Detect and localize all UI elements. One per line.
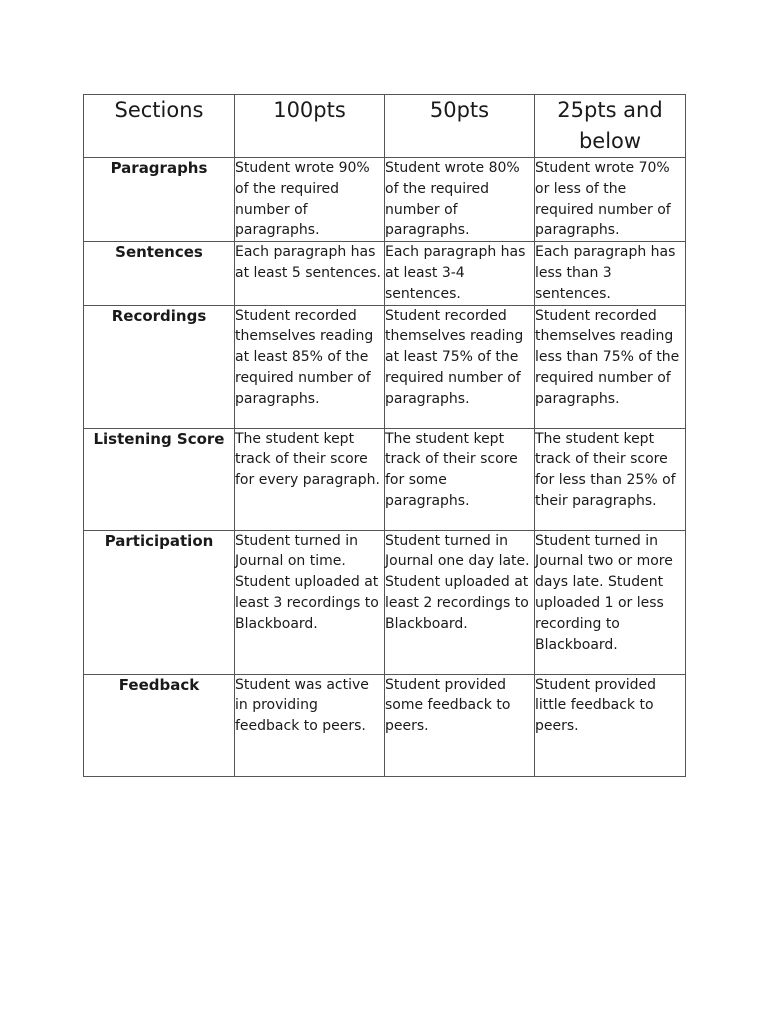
header-50pts: 50pts <box>385 95 535 158</box>
header-100pts: 100pts <box>235 95 385 158</box>
header-sections: Sections <box>84 95 235 158</box>
header-row <box>84 95 686 158</box>
cell-participation-100pts: Student turned in Journal on time. Student uploaded at least 3 recordings to Blackboard. <box>235 530 385 674</box>
cell-recordings-50pts: Student recorded themselves reading at least 75% of the required number of paragraphs. <box>385 305 535 428</box>
cell-feedback-25pts: Student provided little feedback to peers. <box>535 674 686 776</box>
table-row <box>84 158 686 242</box>
cell-listening-100pts: The student kept track of their score for every paragraph. <box>235 428 385 530</box>
cell-participation-50pts: Student turned in Journal one day late. Student uploaded at least 2 recordings to Blackboard. <box>385 530 535 674</box>
row-label-sentences: Sentences <box>84 242 235 305</box>
cell-sentences-25pts: Each paragraph has less than 3 sentences. <box>535 242 686 305</box>
table-row <box>84 305 686 428</box>
table-row <box>84 530 686 674</box>
cell-listening-25pts: The student kept track of their score for less than 25% of their paragraphs. <box>535 428 686 530</box>
row-label-feedback: Feedback <box>84 674 235 776</box>
row-label-listening-score: Listening Score <box>84 428 235 530</box>
cell-sentences-50pts: Each paragraph has at least 3-4 sentences. <box>385 242 535 305</box>
cell-listening-50pts: The student kept track of their score for some paragraphs. <box>385 428 535 530</box>
cell-feedback-100pts: Student was active in providing feedback to peers. <box>235 674 385 776</box>
header-25pts-and-below: 25pts and below <box>535 95 686 158</box>
cell-feedback-50pts: Student provided some feedback to peers. <box>385 674 535 776</box>
cell-paragraphs-50pts: Student wrote 80% of the required number of paragraphs. <box>385 158 535 242</box>
cell-paragraphs-25pts: Student wrote 70% or less of the required number of paragraphs. <box>535 158 686 242</box>
cell-paragraphs-100pts: Student wrote 90% of the required number of paragraphs. <box>235 158 385 242</box>
cell-recordings-25pts: Student recorded themselves reading less than 75% of the required number of paragraphs. <box>535 305 686 428</box>
row-label-paragraphs: Paragraphs <box>84 158 235 242</box>
row-label-recordings: Recordings <box>84 305 235 428</box>
cell-participation-25pts: Student turned in Journal two or more days late. Student uploaded 1 or less recording to Blackboard. <box>535 530 686 674</box>
table-row <box>84 242 686 305</box>
cell-recordings-100pts: Student recorded themselves reading at least 85% of the required number of paragraphs. <box>235 305 385 428</box>
table-row <box>84 428 686 530</box>
row-label-participation: Participation <box>84 530 235 674</box>
table-row <box>84 674 686 776</box>
cell-sentences-100pts: Each paragraph has at least 5 sentences. <box>235 242 385 305</box>
rubric-table <box>83 94 686 777</box>
